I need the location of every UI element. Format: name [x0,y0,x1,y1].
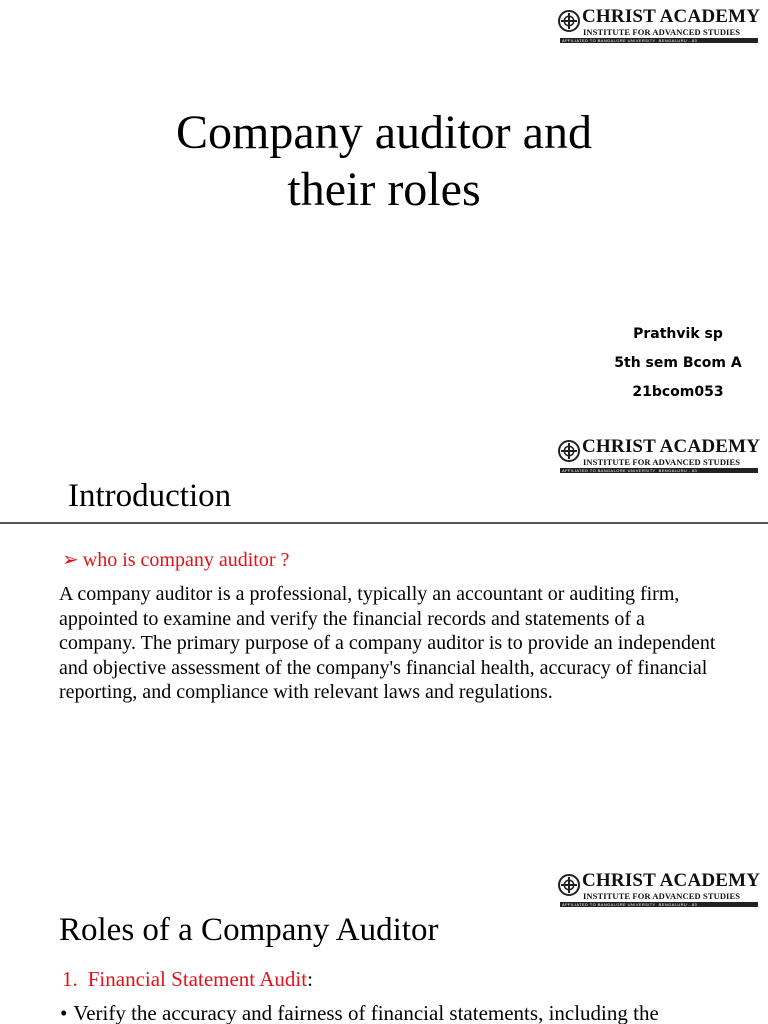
author-class: 5th sem Bcom A [614,355,742,371]
presentation-title [0,104,768,218]
item-label: Financial Statement Audit [87,967,308,991]
logo-name: CHRIST ACADEMY [582,436,761,457]
title-line-2: their roles [287,163,481,216]
emblem-icon [558,874,580,896]
logo-subtitle: INSTITUTE FOR ADVANCED STUDIES [583,891,741,901]
logo-name: CHRIST ACADEMY [582,870,761,891]
question-bullet [62,548,289,572]
heading-divider [0,522,768,524]
title-line-1: Company auditor and [176,106,592,159]
logo-affiliation: AFFILIATED TO BANGALORE UNIVERSITY [562,38,656,43]
emblem-icon [558,10,580,32]
logo-location: BENGALURU - 83 [658,468,698,473]
christ-academy-logo [558,6,762,46]
intro-paragraph: A company auditor is a professional, typically an accountant or auditing firm, appointed to examine and verify the financial records and statements of a company. The primary purpose of a company auditor is to provide an independent and objective assessment of the company's financial health, accuracy of financial reporting, and compliance with relevant laws and regulations. [59,583,716,703]
logo-affiliation-bar [560,38,758,43]
section-heading: Introduction [68,478,232,514]
logo-affiliation: AFFILIATED TO BANGALORE UNIVERSITY [562,902,656,907]
logo-name: CHRIST ACADEMY [582,6,761,27]
slide-roles [0,852,768,1024]
item-colon: : [307,967,313,991]
logo-affiliation-bar [560,902,758,907]
arrow-bullet-icon: ➢ [62,549,79,571]
christ-academy-logo [558,870,762,910]
logo-location: BENGALURU - 83 [658,38,698,43]
logo-affiliation: AFFILIATED TO BANGALORE UNIVERSITY [562,468,656,473]
author-roll: 21bcom053 [632,384,724,400]
emblem-icon [558,440,580,462]
author-name: Prathvik sp [633,326,723,342]
author-block [598,320,758,407]
logo-subtitle: INSTITUTE FOR ADVANCED STUDIES [583,457,741,467]
item-number: 1. [62,967,78,991]
slide-title [0,0,768,422]
logo-affiliation-bar [560,468,758,473]
bullet-point [60,1000,659,1024]
section-heading: Roles of a Company Auditor [59,912,439,948]
slide-introduction [0,424,768,850]
bullet-text: Verify the accuracy and fairness of financial statements, including the [73,1001,659,1024]
bullet-dot-icon: • [60,1001,68,1024]
logo-location: BENGALURU - 83 [658,902,698,907]
question-text: who is company auditor ? [82,549,290,571]
numbered-item [62,966,313,992]
christ-academy-logo [558,436,762,476]
logo-subtitle: INSTITUTE FOR ADVANCED STUDIES [583,27,741,37]
